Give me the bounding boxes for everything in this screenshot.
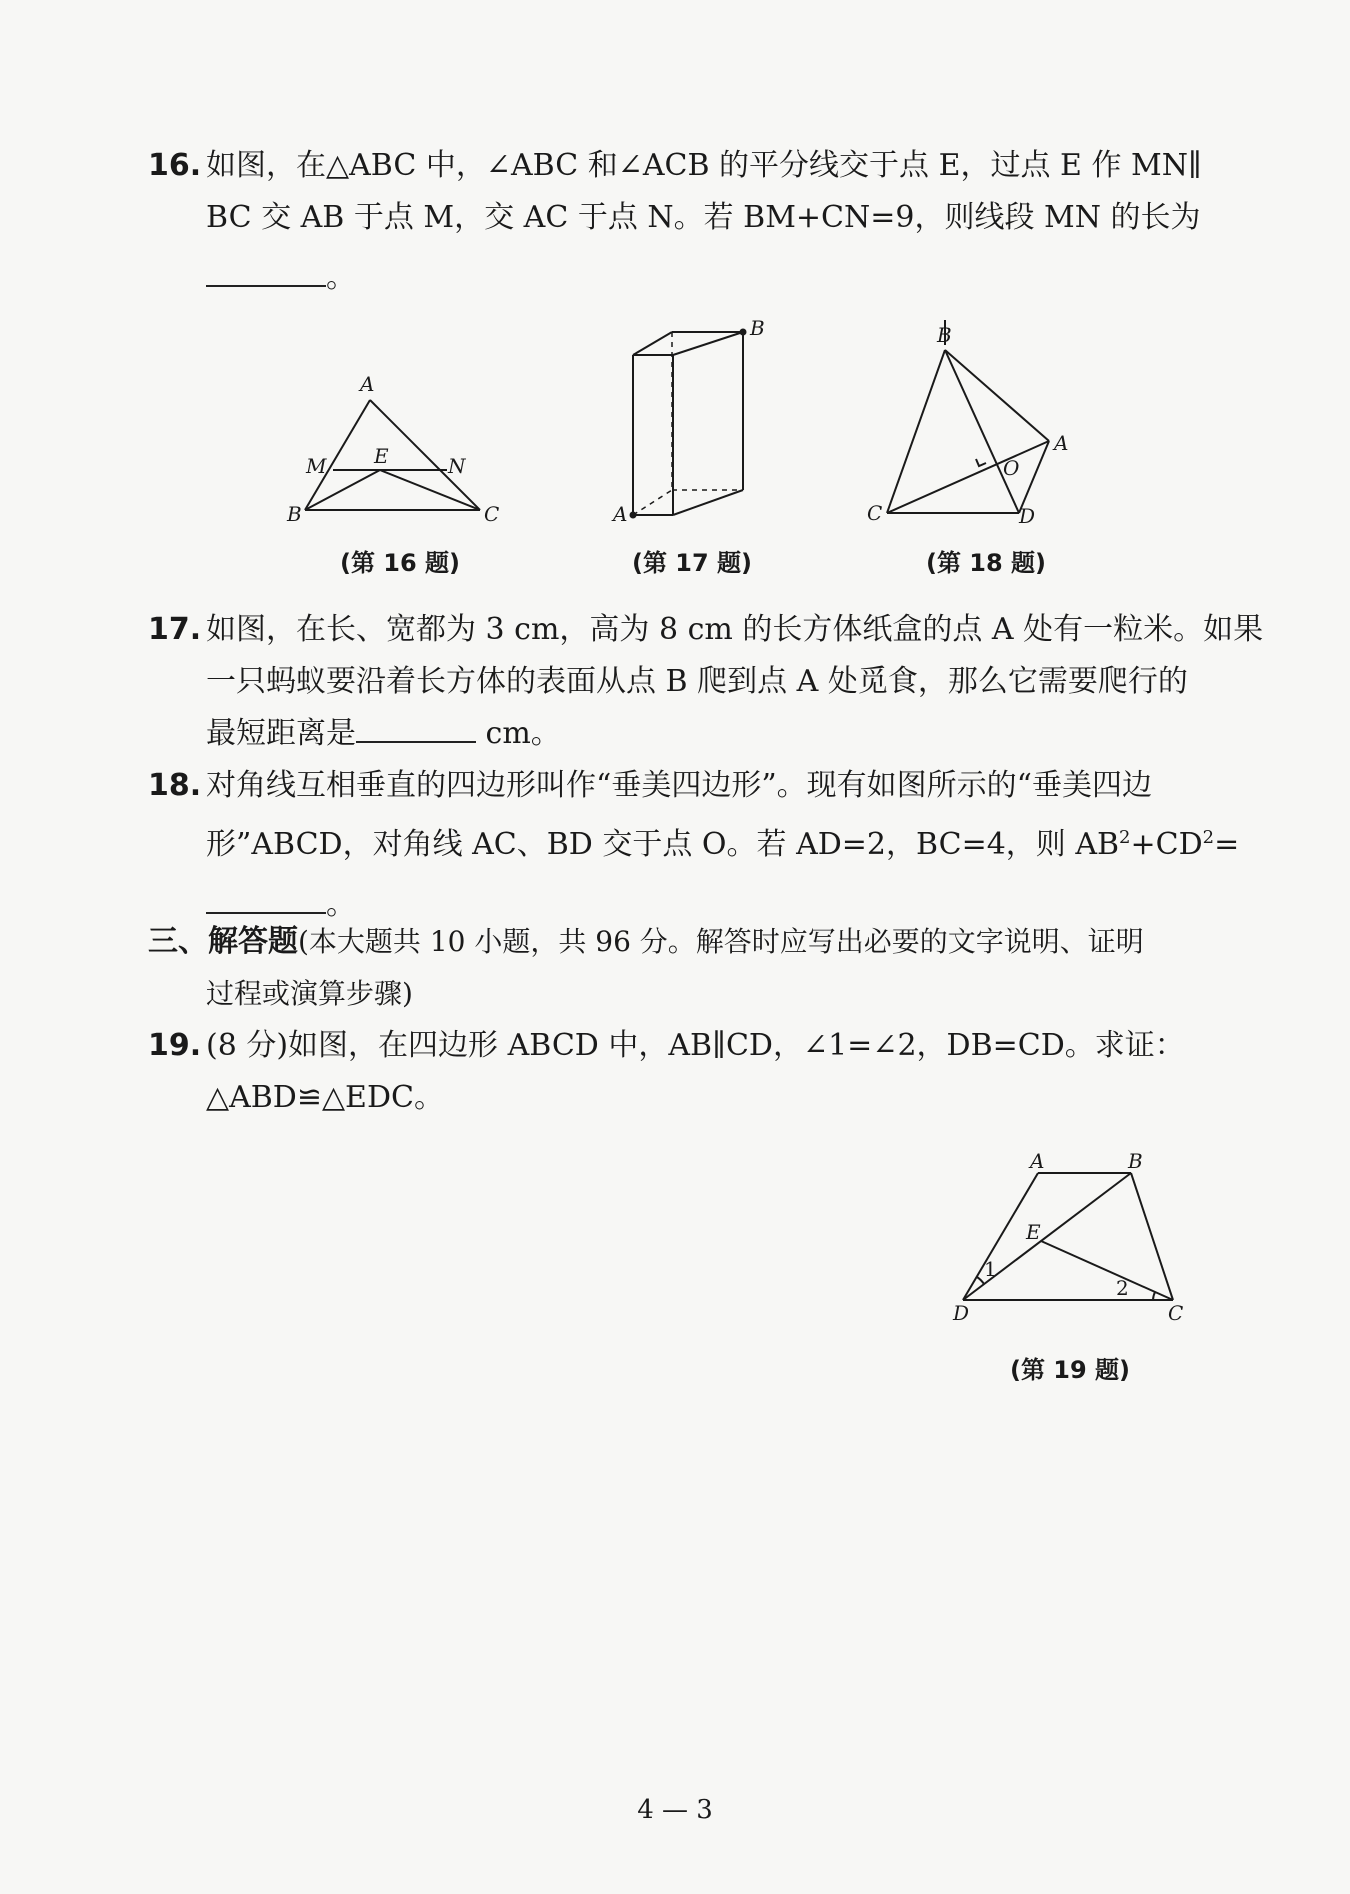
section-note: (本大题共 10 小题，共 96 分。解答时应写出必要的文字说明、证明 xyxy=(298,925,1144,958)
figure-18-caption: (第 18 题) xyxy=(925,549,1047,577)
section-heading-line xyxy=(148,916,1218,968)
answer-blank[interactable] xyxy=(356,711,476,743)
label-D: D xyxy=(1019,504,1036,528)
question-number: 19. xyxy=(148,1028,202,1063)
text-segment: 最短距离是 xyxy=(206,716,356,751)
section-3 xyxy=(148,916,1218,1020)
text-segment: = xyxy=(1214,827,1240,862)
label-M: M xyxy=(306,454,327,478)
figure-19-trapezoid xyxy=(940,1150,1200,1330)
label-A: A xyxy=(1030,1149,1045,1173)
question-text-line: BC 交 AB 于点 M，交 AC 于点 N。若 BM+CN=9，则线段 MN 的长为 xyxy=(206,200,1201,235)
label-D: D xyxy=(953,1301,970,1325)
figure-17-cuboid xyxy=(610,315,780,525)
superscript: 2 xyxy=(1119,827,1131,848)
period: 。 xyxy=(326,887,356,922)
question-16 xyxy=(148,140,1208,304)
answer-blank[interactable] xyxy=(206,255,326,287)
question-17 xyxy=(148,604,1264,760)
label-B: B xyxy=(750,316,765,340)
question-18 xyxy=(148,760,1240,931)
label-C: C xyxy=(484,502,500,526)
question-text-line xyxy=(206,812,1240,871)
superscript: 2 xyxy=(1202,827,1215,848)
question-number: 18. xyxy=(148,768,202,803)
label-C: C xyxy=(1168,1301,1184,1325)
text-segment: 形”ABCD，对角线 AC、BD 交于点 O。若 AD=2，BC=4，则 AB xyxy=(206,827,1120,862)
question-text-line: 如图，在长、宽都为 3 cm，高为 8 cm 的长方体纸盒的点 A 处有一粒米。如果 xyxy=(206,612,1264,647)
page-number: 4 — 3 xyxy=(637,1795,713,1825)
section-title: 三、解答题 xyxy=(148,924,298,959)
label-O: O xyxy=(1003,456,1020,480)
question-text-line: (8 分)如图，在四边形 ABCD 中，AB∥CD，∠1=∠2，DB=CD。求证： xyxy=(206,1028,1185,1063)
label-C: C xyxy=(867,501,883,525)
angle-2-label: 2 xyxy=(1116,1276,1129,1300)
figure-17-caption: (第 17 题) xyxy=(631,549,753,577)
question-text-line: △ABD≌△EDC。 xyxy=(206,1080,444,1115)
figure-16-caption: (第 16 题) xyxy=(339,549,461,577)
label-E: E xyxy=(1026,1220,1041,1244)
question-text-line: 一只蚂蚁要沿着长方体的表面从点 B 爬到点 A 处觅食，那么它需要爬行的 xyxy=(206,664,1188,699)
question-text-line xyxy=(206,708,1208,760)
answer-blank[interactable] xyxy=(206,882,326,914)
figure-19-caption: (第 19 题) xyxy=(1009,1356,1131,1384)
question-number: 17. xyxy=(148,612,202,647)
unit: cm。 xyxy=(485,716,561,751)
question-text-line: 如图，在△ABC 中，∠ABC 和∠ACB 的平分线交于点 E，过点 E 作 MN∥ xyxy=(206,148,1202,183)
angle-1-label: 1 xyxy=(984,1257,997,1281)
label-B: B xyxy=(937,323,952,347)
label-B: B xyxy=(1128,1149,1143,1173)
label-A: A xyxy=(1054,431,1069,455)
answer-line xyxy=(206,252,1208,304)
question-19 xyxy=(148,1020,1208,1124)
text-segment: +CD xyxy=(1130,827,1203,862)
figure-16-triangle xyxy=(280,370,520,530)
label-B: B xyxy=(287,502,302,526)
figure-18-quadrilateral xyxy=(860,320,1080,530)
section-note: 过程或演算步骤) xyxy=(206,977,413,1010)
label-A: A xyxy=(613,502,628,526)
question-text-line: 对角线互相垂直的四边形叫作“垂美四边形”。现有如图所示的“垂美四边 xyxy=(206,768,1153,803)
question-number: 16. xyxy=(148,148,202,183)
label-A: A xyxy=(360,372,375,396)
label-E: E xyxy=(374,444,389,468)
label-N: N xyxy=(448,454,466,478)
period: 。 xyxy=(326,260,356,295)
